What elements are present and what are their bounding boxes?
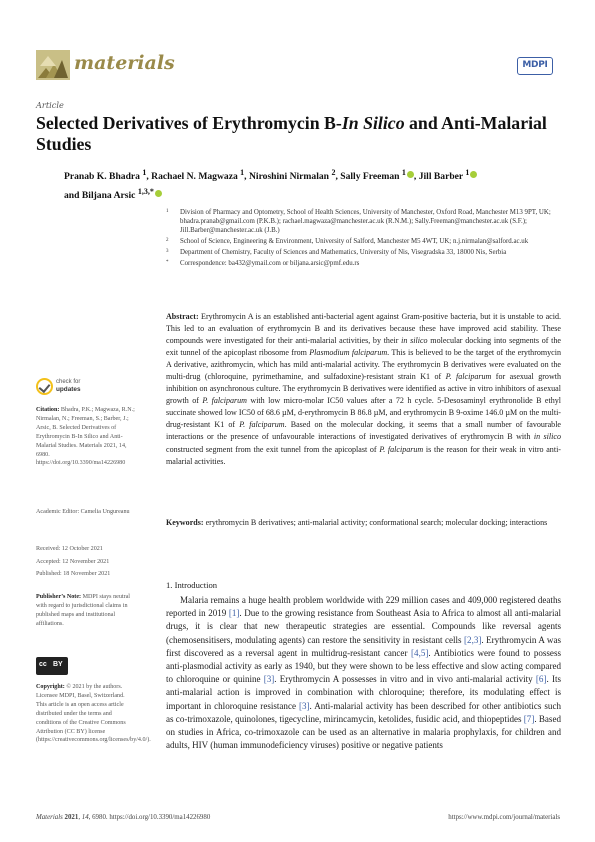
intro-text: . Anti-malarial activity has been described for other antibiotics such as co-trimoxazole, quinolones, tigecycline, mirincamycin, ketolides, fusidic acid, and thiopeptides bbox=[166, 700, 561, 724]
affiliation-text: School of Science, Engineering & Environment, University of Salford, Manchester M5 4WT, UK; n.j.nirmalan@salford.ac.uk bbox=[180, 237, 529, 245]
mdpi-logo: MDPI bbox=[517, 57, 553, 75]
abstract bbox=[166, 311, 561, 468]
title-part: and Anti-Malarial Studies bbox=[36, 113, 547, 154]
check-icon bbox=[36, 378, 53, 395]
correspondence-text: Correspondence: ba432@ymail.com or biljana.arsic@pmf.edu.rs bbox=[180, 259, 360, 267]
abstract-italic: in silico bbox=[533, 432, 561, 442]
keywords-text: erythromycin B derivatives; anti-malarial activity; conformational search; molecular docking; interactions bbox=[203, 518, 548, 527]
title-part: Selected Derivatives of Erythromycin B- bbox=[36, 113, 342, 133]
accepted-date: Accepted: 12 November 2021 bbox=[36, 559, 110, 565]
reference-link[interactable]: [3] bbox=[298, 700, 310, 711]
abstract-italic: Plasmodium falciparum bbox=[309, 348, 388, 358]
author-affiliation: 1 bbox=[465, 168, 470, 177]
received-date: Received: 12 October 2021 bbox=[36, 546, 103, 552]
academic-editor: Academic Editor: Camelia Ungureanu bbox=[36, 509, 130, 515]
intro-text: . Antibiotics were found to possess anti-plasmodial activity as early as 1940, but they were shown to be less effective and slow acting compared to chloroquine or quinine bbox=[166, 647, 561, 685]
author-name[interactable]: Jill Barber bbox=[418, 171, 464, 183]
abstract-italic: P. falciparum bbox=[239, 420, 285, 430]
article-type: Article bbox=[36, 100, 64, 110]
abstract-text: for asexual growth inhibition on asynchronous culture. The erythromycin B derivatives were identified as active in vitro inhibitors of asexual growth of bbox=[166, 372, 562, 406]
cc-by-text: BY bbox=[53, 661, 63, 668]
footer-citation: Materials 2021, 14, 6980. https://doi.org/10.3390/ma14226980 bbox=[36, 814, 211, 821]
abstract-text: . This is believed to be the target of the erythromycin A derivative, azithromycin, which has mild anti-malarial activity. The erythromycin B derivatives were evaluated on the multi-drug (chloroquine, pyrimethamine, and sulfadoxine)-resistant strain K1 of bbox=[166, 348, 562, 382]
reference-link[interactable]: [1] bbox=[228, 608, 240, 619]
journal-name: materials bbox=[74, 52, 175, 74]
author-affiliation: 1 bbox=[240, 168, 245, 177]
keywords bbox=[166, 517, 561, 529]
check-for-updates-badge[interactable] bbox=[36, 378, 86, 398]
citation-label: Citation: bbox=[36, 407, 60, 413]
abstract-text: with low micro-molar IC50 values after a 72 h cycle. 5-Desosaminyl erythronolide B ethyl succinate showed low IC50 of 68.6 µM, d-erythromycin B 86.8 µM, and erythromycin B 9-oxime 146.0 µM on the multi-drug-resistant K1 of bbox=[166, 396, 561, 430]
intro-text: . Due to the growing resistance from Southeast Asia to Africa to almost all anti-malarial drugs, it is clear that new therapeutic strategies are essential. Compounds like reversal agents (chemosensitisers, modulating agents) can restore the sensitivity in resistant cells bbox=[166, 608, 561, 645]
abstract-italic: P. falciparum bbox=[202, 396, 247, 406]
author-name[interactable]: Sally Freeman bbox=[340, 171, 400, 183]
intro-text: . Its anti-malarial action is improved in combination with chloroquine; therefore, its modulating effect is important in chloroquine resistance bbox=[166, 674, 561, 711]
affiliation-number: 1 bbox=[166, 209, 169, 214]
section-heading: 1. Introduction bbox=[166, 580, 218, 590]
introduction-paragraph bbox=[166, 594, 561, 752]
footer-doi[interactable]: , 6980. https://doi.org/10.3390/ma14226980 bbox=[88, 814, 211, 821]
author-name[interactable]: Niroshini Nirmalan bbox=[248, 171, 330, 183]
copyright-block bbox=[36, 683, 151, 745]
reference-link[interactable]: [6] bbox=[535, 674, 547, 685]
page-title bbox=[36, 113, 556, 155]
abstract-italic: in silico bbox=[401, 336, 428, 346]
author-name[interactable]: Biljana Arsic bbox=[81, 189, 136, 201]
keywords-label: Keywords: bbox=[166, 518, 204, 527]
abstract-text: molecular docking into segments of the exit tunnel of the apicoplast ribosome from bbox=[166, 336, 561, 358]
footer-year: 2021 bbox=[64, 814, 79, 821]
orcid-icon[interactable] bbox=[407, 171, 414, 178]
abstract-text: Erythromycin A is an established anti-bacterial agent against Gram-positive bacteria, but it is unstable to acid. This led to an evaluation of erythromycin B and its derivatives because these have improved acid stability. These compounds were investigated for their anti-malarial activities, by their bbox=[166, 312, 561, 346]
abstract-italic: P. falciparum bbox=[379, 444, 424, 454]
footer-journal: Materials bbox=[36, 814, 63, 821]
reference-link[interactable]: [7] bbox=[523, 713, 535, 724]
title-part-italic: In Silico bbox=[341, 113, 405, 133]
affiliation-number: * bbox=[166, 259, 169, 265]
affiliation bbox=[166, 238, 561, 247]
orcid-icon[interactable] bbox=[470, 171, 477, 178]
published-date: Published: 18 November 2021 bbox=[36, 571, 111, 577]
author-affiliation: 1 bbox=[142, 168, 147, 177]
reference-link[interactable]: [4,5] bbox=[411, 647, 429, 658]
abstract-italic: P. falciparum bbox=[445, 372, 492, 382]
cc-by-license-icon[interactable] bbox=[36, 657, 68, 675]
orcid-icon[interactable] bbox=[155, 190, 162, 197]
publisher-note bbox=[36, 593, 136, 629]
citation-text[interactable]: Bhadra, P.K.; Magwaza, R.N.; Nirmalan, N.; Freeman, S.; Barber, J.; Arsic, B. Selected Derivatives of Erythromycin B-In Silico and Anti-Malarial Studies. Materials 2021, 14, 6980. https://doi.org/10.3390/ma14226980 bbox=[36, 407, 135, 467]
author-name[interactable]: Pranab K. Bhadra bbox=[64, 171, 140, 183]
affiliation-list bbox=[166, 209, 561, 270]
author-affiliation: 1,3,* bbox=[137, 186, 154, 196]
abstract-text: . Based on the molecular docking, it seems that a small number of favourable interactions or the presence of unfavourable interactions of investigated derivatives of erythromycin B with bbox=[166, 420, 561, 442]
intro-text: . Erythromycin A possesses in vitro and in vivo anti-malarial activity bbox=[274, 674, 536, 685]
abstract-text: is the reason for their weak in vitro anti-malarial activities. bbox=[166, 444, 561, 466]
citation-block bbox=[36, 406, 136, 468]
intro-text: Malaria remains a huge health problem worldwide with 229 million cases and 409,000 registered deaths reported in 2019 bbox=[166, 595, 561, 619]
abstract-label: Abstract: bbox=[166, 312, 199, 321]
reference-link[interactable]: [3] bbox=[263, 674, 275, 685]
author-affiliation: 2 bbox=[331, 168, 336, 177]
check-line1: check for bbox=[56, 379, 81, 385]
journal-logo bbox=[36, 50, 70, 80]
abstract-text: constructed segment from the exit tunnel from the apicoplast of bbox=[166, 444, 380, 454]
affiliation-text: Division of Pharmacy and Optometry, School of Health Sciences, University of Manchester, Oxford Road, Manchester M13 9PT, UK; bhadra.pranab@gmail.com (P.K.B.); rachael.magwaza@manchester.ac.uk (R.N.M.); Sally.Freeman@manchester.ac.uk (S.F.); Jill.Barber@manchester.ac.uk (J.B.) bbox=[180, 209, 551, 234]
publisher-note-text: MDPI stays neutral with regard to jurisdictional claims in published maps and institutional affiliations. bbox=[36, 594, 130, 627]
affiliation bbox=[166, 209, 561, 236]
affiliation bbox=[166, 249, 561, 258]
footer-journal-url[interactable]: https://www.mdpi.com/journal/materials bbox=[448, 814, 560, 821]
affiliation-text: Department of Chemistry, Faculty of Sciences and Mathematics, University of Nis, Visegradska 33, 18000 Nis, Serbia bbox=[180, 248, 507, 256]
copyright-label: Copyright: bbox=[36, 684, 65, 690]
check-line2: updates bbox=[56, 386, 81, 393]
affiliation-number: 3 bbox=[166, 248, 169, 254]
publisher-note-label: Publisher’s Note: bbox=[36, 594, 82, 600]
author-affiliation: 1 bbox=[401, 168, 406, 177]
correspondence bbox=[166, 260, 561, 269]
affiliation-number: 2 bbox=[166, 237, 169, 243]
author-list: Pranab K. Bhadra $^1$, Rachael N. Magwaza $^1$, Niroshini Nirmalan $^2$, Sally Freeman $^1$ , Jill Barber $^1$ and Biljana Arsic $^{1,3,*}$ bbox=[64, 166, 564, 203]
reference-link[interactable]: [2,3] bbox=[464, 634, 482, 645]
author-name[interactable]: Rachael N. Magwaza bbox=[151, 171, 238, 183]
intro-text: . Based on studies in Africa, co-trimoxazole can be used as an alternative in malaria prophylaxis, for children and adults, HIV (human immunodeficiency viruses) positive or negative patients bbox=[166, 713, 561, 751]
footer-volume: 14 bbox=[81, 814, 89, 821]
copyright-text: © 2021 by the authors. Licensee MDPI, Basel, Switzerland. This article is an open access article distributed under the terms and conditions of the Creative Commons Attribution (CC BY) license (https://creativecommons.org/licenses/by/4.0/). bbox=[36, 684, 151, 744]
intro-text: . Erythromycin A was first discovered as a reversal agent in multidrug-resistant cancer bbox=[166, 634, 561, 658]
cc-logo-text: cc bbox=[39, 661, 47, 668]
